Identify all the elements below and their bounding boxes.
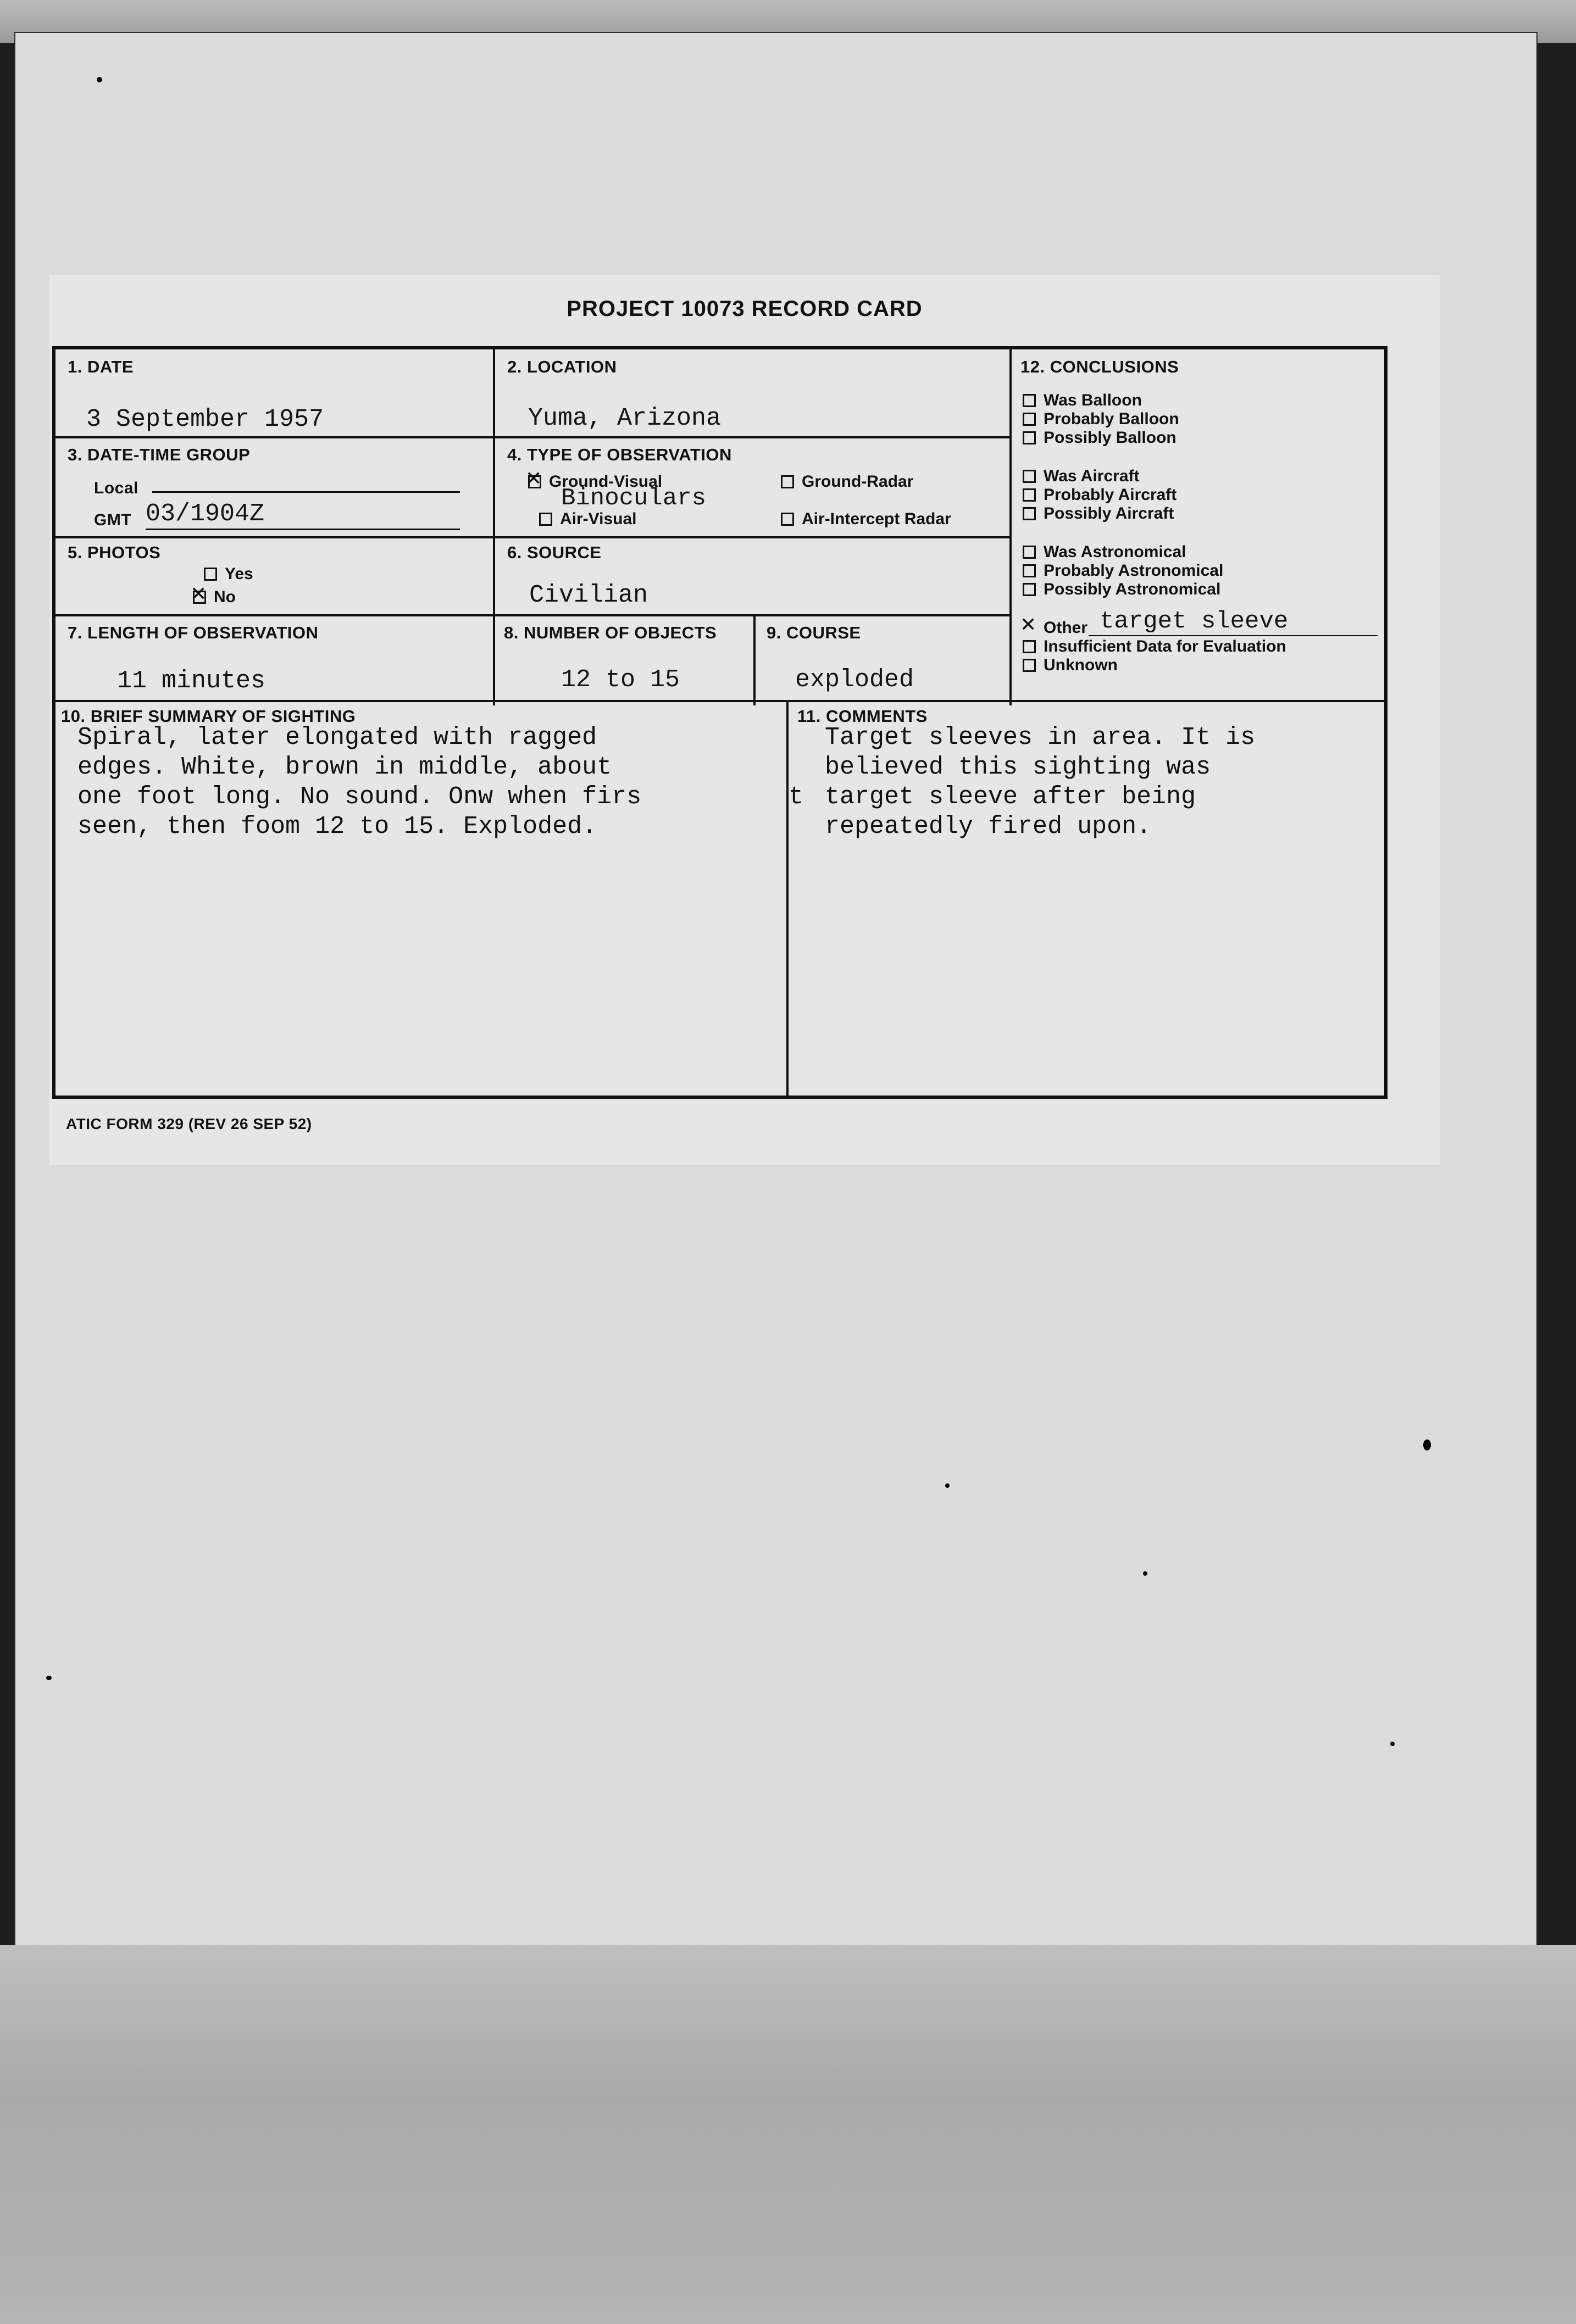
type-air-visual: Air-Visual <box>539 510 637 529</box>
conclusion-was-aircraft: Was Aircraft <box>1023 467 1140 486</box>
summary-label: 10. BRIEF SUMMARY OF SIGHTING <box>61 707 356 726</box>
dtg-label: 3. DATE-TIME GROUP <box>68 445 251 464</box>
form-footer: ATIC FORM 329 (REV 26 SEP 52) <box>66 1115 312 1132</box>
unknown-checkbox <box>1023 659 1036 672</box>
course-label: 9. COURSE <box>767 623 861 642</box>
length-label: 7. LENGTH OF OBSERVATION <box>68 623 319 642</box>
record-form <box>52 346 1388 1099</box>
date-label: 1. DATE <box>68 357 134 376</box>
was-aircraft-checkbox <box>1023 470 1036 483</box>
comments-line: believed this sighting was <box>825 753 1211 781</box>
insufficient-data-checkbox <box>1023 640 1036 653</box>
photos-label: 5. PHOTOS <box>68 543 161 562</box>
ground-radar-checkbox <box>781 475 794 488</box>
type-ground-visual: ✕ Ground-Visual <box>528 472 662 491</box>
objects-value: 12 to 15 <box>561 666 680 694</box>
comments-line: Target sleeves in area. It is <box>825 724 1256 752</box>
type-air-intercept-radar: Air-Intercept Radar <box>781 510 951 529</box>
page-bottom-edge <box>0 1945 1576 2324</box>
summary-overflow-char: t <box>789 783 804 811</box>
possibly-astronomical-checkbox <box>1023 583 1036 596</box>
conclusion-probably-aircraft: Probably Aircraft <box>1023 486 1177 504</box>
conclusion-was-astronomical: Was Astronomical <box>1023 543 1186 561</box>
possibly-aircraft-checkbox <box>1023 507 1036 520</box>
conclusion-probably-balloon: Probably Balloon <box>1023 410 1179 429</box>
location-value: Yuma, Arizona <box>528 404 722 432</box>
summary-line: seen, then foom 12 to 15. Exploded. <box>77 813 597 841</box>
type-label: 4. TYPE OF OBSERVATION <box>507 445 732 464</box>
air-intercept-radar-checkbox <box>781 513 794 526</box>
photos-no: ✕ No <box>193 588 236 607</box>
dtg-local-label: Local <box>94 479 138 497</box>
dtg-gmt-label: GMT <box>94 511 132 529</box>
probably-astronomical-checkbox <box>1023 564 1036 577</box>
conclusion-possibly-balloon: Possibly Balloon <box>1023 429 1177 447</box>
summary-text <box>77 723 641 842</box>
conclusion-probably-astronomical: Probably Astronomical <box>1023 561 1223 580</box>
type-ground-radar: Ground-Radar <box>781 472 913 491</box>
conclusions-label: 12. CONCLUSIONS <box>1020 357 1179 376</box>
comments-line: target sleeve after being <box>825 783 1196 811</box>
date-value: 3 September 1957 <box>86 405 324 433</box>
conclusion-possibly-aircraft: Possibly Aircraft <box>1023 504 1174 523</box>
was-astronomical-checkbox <box>1023 546 1036 559</box>
probably-aircraft-checkbox <box>1023 488 1036 502</box>
probably-balloon-checkbox <box>1023 413 1036 426</box>
comments-label: 11. COMMENTS <box>797 707 928 726</box>
photos-no-checkbox <box>193 591 206 604</box>
dtg-gmt-value: 03/1904Z <box>146 500 265 528</box>
card-title: PROJECT 10073 RECORD CARD <box>567 297 923 321</box>
conclusion-other: ✕ Other <box>1023 619 1087 637</box>
type-note: Binoculars <box>561 485 707 512</box>
summary-line: Spiral, later elongated with ragged <box>77 724 597 752</box>
possibly-balloon-checkbox <box>1023 431 1036 444</box>
summary-line: one foot long. No sound. Onw when firs <box>77 783 642 811</box>
length-value: 11 minutes <box>117 667 266 695</box>
conclusion-other-value: target sleeve <box>1100 608 1289 635</box>
photos-yes-checkbox <box>204 568 217 581</box>
ground-visual-checkbox <box>528 475 541 488</box>
comments-line: repeatedly fired upon. <box>825 813 1152 841</box>
air-visual-checkbox <box>539 513 552 526</box>
objects-label: 8. NUMBER OF OBJECTS <box>504 623 717 642</box>
was-balloon-checkbox <box>1023 394 1036 407</box>
conclusion-possibly-astronomical: Possibly Astronomical <box>1023 580 1220 599</box>
other-checkbox <box>1023 621 1036 635</box>
source-label: 6. SOURCE <box>507 543 602 562</box>
source-value: Civilian <box>529 581 648 609</box>
course-value: exploded <box>795 666 914 694</box>
conclusion-was-balloon: Was Balloon <box>1023 391 1142 410</box>
location-label: 2. LOCATION <box>507 357 617 376</box>
conclusion-unknown: Unknown <box>1023 656 1118 675</box>
record-card <box>49 275 1440 1165</box>
conclusion-insufficient: Insufficient Data for Evaluation <box>1023 637 1286 656</box>
comments-text <box>825 723 1255 842</box>
photos-yes: Yes <box>204 565 253 583</box>
summary-line: edges. White, brown in middle, about <box>77 753 612 781</box>
